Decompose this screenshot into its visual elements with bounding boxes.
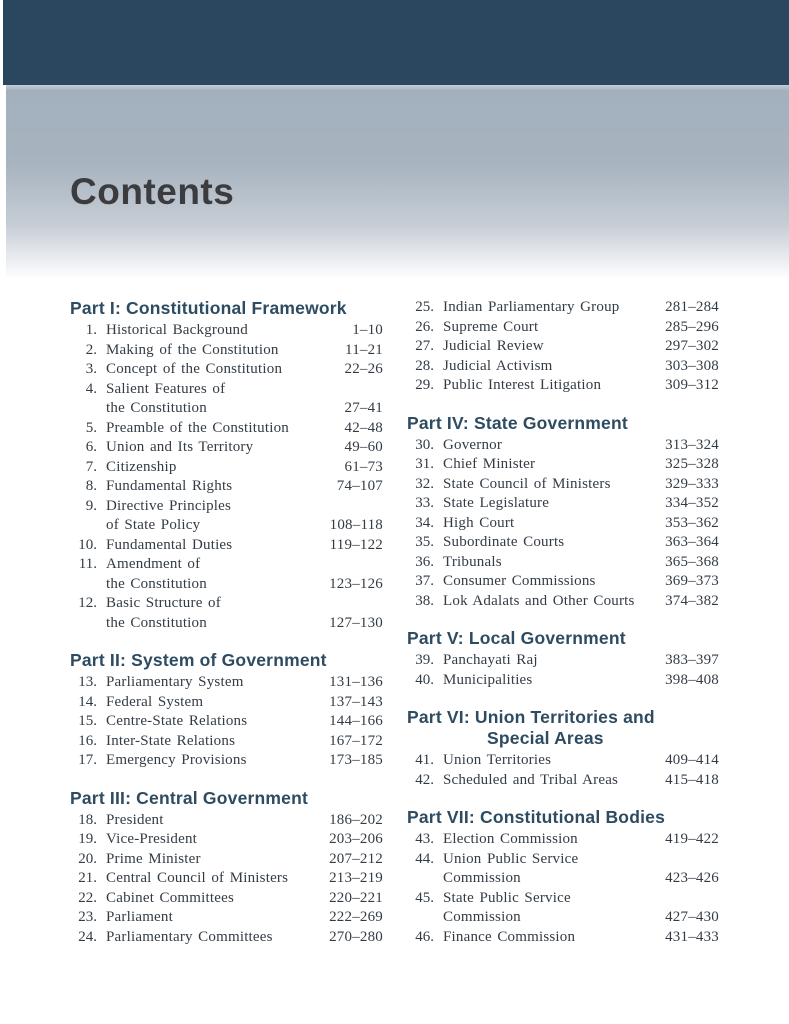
toc-entry-row [407,376,719,396]
entry-number: 35. [415,534,434,550]
section-heading [70,650,383,671]
entry-number: 43. [415,831,434,847]
toc-entry-row [70,889,383,909]
toc-entry-row [407,928,719,948]
entry-number: 1. [85,322,97,338]
entry-number: 11. [78,556,97,572]
entry-number: 32. [415,475,434,492]
entry-number: 22. [78,889,97,906]
entry-title: Historical Background [106,322,248,338]
toc-entry-row [407,298,719,318]
section-heading [407,413,719,434]
section-heading [407,807,719,828]
entry-title: President [106,811,164,828]
toc-entry-row [70,614,383,634]
entry-pages: 11–21 [345,341,383,358]
section-items [407,651,719,690]
section-items [70,811,383,948]
toc-entry-row [407,869,719,889]
toc-entry-row [70,869,383,889]
entry-title: Union and Its Territory [106,439,254,455]
toc-entry-row [407,850,719,870]
entry-title: Public Interest Litigation [443,377,602,393]
toc-entry-row [70,380,383,400]
section-items [407,830,719,947]
entry-pages: 213–219 [329,870,383,886]
entry-pages: 363–364 [665,534,719,550]
entry-number: 14. [78,693,97,710]
toc-entry-row [70,732,383,752]
entry-title: Fundamental Duties [106,536,233,553]
entry-title: State Legislature [443,495,550,511]
toc-entry-row [70,811,383,831]
entry-title: Cabinet Committees [106,889,235,906]
entry-number: 18. [78,811,97,828]
section-items [70,321,383,633]
toc-entry-row [407,671,719,691]
entry-number: 25. [415,299,434,315]
toc-entry-row [70,928,383,948]
entry-title: Inter-State Relations [106,732,236,749]
entry-title: Scheduled and Tribal Areas [443,771,619,788]
entry-pages: 431–433 [665,928,719,945]
toc-entry-row [70,594,383,614]
entry-pages: 207–212 [329,850,383,867]
toc-section [70,298,383,633]
toc-column-right [407,298,719,964]
entry-number: 34. [415,514,434,531]
entry-number: 26. [415,318,434,335]
toc-entry-row [70,360,383,380]
entry-pages: 383–397 [665,652,719,668]
entry-title: of State Policy [106,517,201,533]
entry-number: 45. [415,889,434,906]
toc-entry-row [70,536,383,556]
entry-pages: 325–328 [665,456,719,472]
toc-entry-row [70,693,383,713]
page-title: Contents [70,171,235,212]
entry-number: 38. [415,592,434,609]
entry-number: 19. [78,831,97,847]
entry-number: 36. [415,553,434,570]
entry-pages: 203–206 [329,831,383,847]
entry-title: State Public Service [443,889,571,906]
entry-title: Indian Parliamentary Group [443,299,620,315]
entry-title: Emergency Provisions [106,752,247,768]
entry-number: 41. [415,752,434,768]
entry-pages: 409–414 [665,752,719,768]
entry-title: Parliament [106,909,173,925]
entry-pages: 1–10 [352,322,383,338]
entry-title: Prime Minister [106,850,201,867]
entry-title: Finance Commission [443,928,576,945]
entry-number: 44. [415,850,434,867]
entry-number: 8. [85,478,97,494]
section-heading-line1: Part V: Local Government [407,628,626,648]
toc-entry-row [70,830,383,850]
toc-entry-row [407,592,719,612]
entry-pages: 423–426 [665,870,719,886]
entry-title: State Council of Ministers [443,475,611,492]
toc-column-left [70,298,383,964]
entry-number: 30. [415,436,434,453]
toc-entry-row [407,357,719,377]
entry-title: Commission [443,909,521,925]
toc-entry-row [407,751,719,771]
entry-pages: 22–26 [344,361,383,377]
entry-number: 10. [78,536,97,553]
toc-entry-row [407,572,719,592]
entry-number: 7. [85,458,97,475]
toc-entry-row [70,516,383,536]
toc-entry-row [70,438,383,458]
entry-pages: 334–352 [665,495,719,511]
entry-number: 17. [78,752,97,768]
entry-title: Basic Structure of [106,595,221,611]
section-heading [407,707,719,749]
toc-section [407,707,719,790]
entry-pages: 398–408 [665,671,719,688]
toc-entry-row [70,321,383,341]
entry-title: Supreme Court [443,318,539,335]
entry-title: Making of the Constitution [106,341,279,358]
toc-entry-row [407,318,719,338]
entry-number: 16. [78,732,97,749]
toc-entry-row [70,458,383,478]
section-items [407,436,719,612]
section-heading [407,628,719,649]
entry-title: Judicial Review [443,338,544,354]
entry-pages: 313–324 [665,436,719,453]
toc-entry-row [70,575,383,595]
entry-number: 12. [78,595,97,611]
entry-title: Governor [443,436,503,453]
toc-entry-row [407,494,719,514]
entry-pages: 186–202 [329,811,383,828]
toc-entry-row [407,533,719,553]
toc-entry-row [407,475,719,495]
entry-pages: 137–143 [329,693,383,710]
entry-title: Parliamentary System [106,674,244,690]
toc-entry-row [407,553,719,573]
section-heading-line2: Special Areas [487,728,604,748]
toc-entry-row [407,771,719,791]
toc-section [70,788,383,948]
entry-title: Salient Features of [106,380,226,397]
entry-number: 21. [78,870,97,886]
entry-pages: 222–269 [329,909,383,925]
entry-title: Preamble of the Constitution [106,419,289,436]
entry-pages: 415–418 [665,771,719,788]
entry-number: 28. [415,357,434,374]
entry-pages: 108–118 [329,517,383,533]
section-heading [70,298,383,319]
entry-pages: 173–185 [329,752,383,768]
entry-number: 46. [415,928,434,945]
toc-section [407,807,719,947]
toc-entry-row [70,497,383,517]
entry-title: Vice-President [106,831,198,847]
entry-number: 40. [415,671,434,688]
entry-pages: 353–362 [665,514,719,531]
entry-pages: 419–422 [665,831,719,847]
toc-entry-row [407,651,719,671]
entry-title: Central Council of Ministers [106,870,289,886]
toc-entry-row [407,514,719,534]
entry-number: 29. [415,377,434,393]
entry-pages: 270–280 [329,928,383,945]
entry-title: Federal System [106,693,204,710]
toc-entry-row [70,419,383,439]
entry-pages: 220–221 [329,889,383,906]
entry-pages: 49–60 [344,439,383,455]
section-heading-line1: Part III: Central Government [70,787,309,808]
toc-entry-row [70,341,383,361]
entry-title: Union Territories [443,752,552,768]
toc-section [407,628,719,690]
entry-pages: 374–382 [665,592,719,609]
entry-title: Chief Minister [443,456,536,472]
section-heading-line1: Part VI: Union Territories and [407,707,655,727]
entry-pages: 427–430 [665,909,719,925]
entry-title: Municipalities [443,671,533,688]
entry-pages: 309–312 [665,377,719,393]
entry-number: 15. [78,713,97,729]
entry-number: 42. [415,771,434,788]
toc-entry-row [407,908,719,928]
entry-title: the Constitution [106,400,207,416]
toc-section [407,413,719,612]
entry-title: Concept of the Constitution [106,361,283,377]
entry-number: 5. [85,419,97,436]
entry-pages: 123–126 [329,575,383,592]
toc-entry-row [70,399,383,419]
entry-number: 4. [85,380,97,397]
entry-title: Judicial Activism [443,357,553,374]
entry-pages: 27–41 [344,400,383,416]
toc-entry-row [70,673,383,693]
entry-number: 24. [78,928,97,945]
entry-number: 9. [85,497,97,514]
entry-title: Amendment of [106,556,201,572]
entry-pages: 127–130 [329,614,383,631]
entry-number: 39. [415,652,434,668]
entry-pages: 365–368 [665,553,719,570]
section-items [407,298,719,396]
entry-number: 13. [78,674,97,690]
entry-pages: 329–333 [665,475,719,492]
toc-entry-row [70,712,383,732]
entry-number: 31. [415,456,434,472]
entry-title: Citizenship [106,458,177,475]
entry-pages: 74–107 [336,478,383,494]
entry-title: the Constitution [106,575,207,592]
entry-title: Consumer Commissions [443,573,596,589]
entry-pages: 297–302 [665,338,719,354]
section-heading-line1: Part VII: Constitutional Bodies [407,807,666,827]
entry-title: Union Public Service [443,850,579,867]
entry-title: Commission [443,870,521,886]
entry-title: Tribunals [443,553,502,570]
entry-pages: 42–48 [344,419,383,436]
entry-number: 23. [78,909,97,925]
toc-section [407,298,719,396]
entry-title: High Court [443,514,515,531]
toc-entry-row [70,908,383,928]
entry-number: 20. [78,850,97,867]
toc-entry-row [407,337,719,357]
section-items [407,751,719,790]
top-banner-band [3,0,789,85]
entry-pages: 119–122 [329,536,383,553]
entry-title: Fundamental Rights [106,478,233,494]
entry-title: Lok Adalats and Other Courts [443,592,635,609]
entry-pages: 369–373 [665,573,719,589]
toc-entry-row [70,850,383,870]
section-heading-line1: Part I: Constitutional Framework [70,298,347,318]
toc-entry-row [70,555,383,575]
entry-title: Election Commission [443,831,578,847]
toc-entry-row [407,436,719,456]
entry-pages: 303–308 [665,357,719,374]
toc-entry-row [70,751,383,771]
entry-title: Panchayati Raj [443,652,538,668]
entry-pages: 144–166 [329,713,383,729]
entry-title: the Constitution [106,614,207,631]
entry-title: Subordinate Courts [443,534,565,550]
entry-title: Parliamentary Committees [106,928,273,945]
entry-number: 3. [85,361,97,377]
toc-entry-row [407,455,719,475]
entry-number: 6. [85,439,97,455]
section-heading [70,788,383,809]
toc-section [70,650,383,771]
entry-pages: 285–296 [665,318,719,335]
entry-title: Directive Principles [106,497,232,514]
entry-number: 27. [415,338,434,354]
entry-pages: 131–136 [329,674,383,690]
section-heading-line1: Part IV: State Government [407,412,628,433]
entry-pages: 167–172 [329,732,383,749]
entry-number: 37. [415,573,434,589]
entry-number: 2. [85,341,97,358]
toc-entry-row [407,889,719,909]
toc-entry-row [70,477,383,497]
header-gradient-band [6,85,789,279]
entry-pages: 281–284 [665,299,719,315]
entry-pages: 61–73 [344,458,383,475]
toc-entry-row [407,830,719,850]
section-heading-line1: Part II: System of Government [70,650,327,670]
entry-title: Centre-State Relations [106,713,248,729]
entry-number: 33. [415,495,434,511]
section-items [70,673,383,771]
